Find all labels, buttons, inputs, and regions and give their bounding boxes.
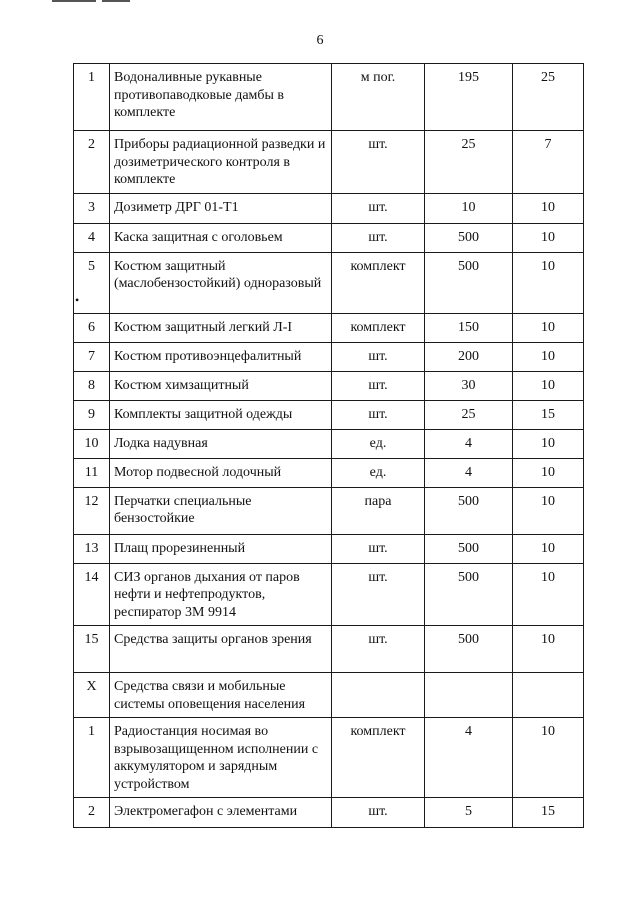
item-name-cell: Мотор подвесной лодочный xyxy=(110,458,332,487)
table-row xyxy=(74,131,584,194)
quantity-2-cell: 10 xyxy=(513,429,584,458)
table-row xyxy=(74,371,584,400)
item-name-cell: Дозиметр ДРГ 01-Т1 xyxy=(110,193,332,223)
row-number-cell: 2 xyxy=(74,798,110,828)
quantity-cell: 4 xyxy=(425,458,513,487)
row-number-cell: 3 xyxy=(74,193,110,223)
table-row xyxy=(74,487,584,534)
table-row xyxy=(74,534,584,563)
unit-cell: шт. xyxy=(332,131,425,194)
unit-cell: шт. xyxy=(332,400,425,429)
quantity-2-cell xyxy=(513,673,584,718)
row-number-cell: 14 xyxy=(74,563,110,626)
row-number-cell: 1 xyxy=(74,64,110,131)
quantity-2-cell: 15 xyxy=(513,798,584,828)
unit-cell: пара xyxy=(332,487,425,534)
quantity-cell: 5 xyxy=(425,798,513,828)
unit-cell: комплект xyxy=(332,718,425,798)
quantity-2-cell: 25 xyxy=(513,64,584,131)
item-name-cell: Костюм химзащитный xyxy=(110,371,332,400)
unit-cell: шт. xyxy=(332,798,425,828)
row-number-cell: 1 xyxy=(74,718,110,798)
quantity-cell: 195 xyxy=(425,64,513,131)
unit-cell: шт. xyxy=(332,563,425,626)
item-name-cell: Костюм защитный (маслобензостойкий) одноразовый xyxy=(110,252,332,313)
item-name-cell: Перчатки специальные бензостойкие xyxy=(110,487,332,534)
unit-cell xyxy=(332,673,425,718)
table-body xyxy=(74,64,584,828)
item-name-cell: Средства защиты органов зрения xyxy=(110,626,332,673)
item-name-cell: Плащ прорезиненный xyxy=(110,534,332,563)
unit-cell: комплект xyxy=(332,313,425,342)
row-number-cell: 2 xyxy=(74,131,110,194)
row-number-cell: 7 xyxy=(74,342,110,371)
row-number-cell: 5 xyxy=(74,252,110,313)
table-row xyxy=(74,798,584,828)
unit-cell: шт. xyxy=(332,534,425,563)
row-number-cell: 9 xyxy=(74,400,110,429)
quantity-cell: 500 xyxy=(425,252,513,313)
item-name-cell: Костюм защитный легкий Л-I xyxy=(110,313,332,342)
quantity-2-cell: 10 xyxy=(513,534,584,563)
item-name-cell: Водоналивные рукавные противопаводковые дамбы в комплекте xyxy=(110,64,332,131)
quantity-2-cell: 10 xyxy=(513,342,584,371)
row-number-cell: 10 xyxy=(74,429,110,458)
table-row xyxy=(74,458,584,487)
row-number-cell: 8 xyxy=(74,371,110,400)
table-row xyxy=(74,718,584,798)
stray-mark: • xyxy=(75,293,80,307)
item-name-cell: Костюм противоэнцефалитный xyxy=(110,342,332,371)
page-number: 6 xyxy=(316,33,324,48)
item-name-cell: Каска защитная с оголовьем xyxy=(110,223,332,252)
equipment-table xyxy=(73,63,584,828)
quantity-2-cell: 7 xyxy=(513,131,584,194)
row-number-cell: X xyxy=(74,673,110,718)
row-number-cell: 6 xyxy=(74,313,110,342)
quantity-2-cell: 10 xyxy=(513,371,584,400)
row-number-cell: 11 xyxy=(74,458,110,487)
row-number-cell: 13 xyxy=(74,534,110,563)
item-name-cell: Лодка надувная xyxy=(110,429,332,458)
item-name-cell: Средства связи и мобильные системы оповещения населения xyxy=(110,673,332,718)
quantity-cell: 150 xyxy=(425,313,513,342)
quantity-cell: 500 xyxy=(425,563,513,626)
quantity-2-cell: 10 xyxy=(513,718,584,798)
quantity-cell: 500 xyxy=(425,626,513,673)
table-row xyxy=(74,429,584,458)
unit-cell: комплект xyxy=(332,252,425,313)
quantity-2-cell: 10 xyxy=(513,458,584,487)
table-row xyxy=(74,673,584,718)
quantity-cell xyxy=(425,673,513,718)
table-row xyxy=(74,342,584,371)
unit-cell: м пог. xyxy=(332,64,425,131)
quantity-cell: 500 xyxy=(425,487,513,534)
item-name-cell: СИЗ органов дыхания от паров нефти и нефтепродуктов, респиратор 3М 9914 xyxy=(110,563,332,626)
row-number-cell: 12 xyxy=(74,487,110,534)
unit-cell: шт. xyxy=(332,342,425,371)
quantity-cell: 30 xyxy=(425,371,513,400)
item-name-cell: Приборы радиационной разведки и дозиметрического контроля в комплекте xyxy=(110,131,332,194)
unit-cell: шт. xyxy=(332,626,425,673)
quantity-2-cell: 15 xyxy=(513,400,584,429)
quantity-2-cell: 10 xyxy=(513,193,584,223)
unit-cell: шт. xyxy=(332,223,425,252)
table-row xyxy=(74,223,584,252)
quantity-cell: 4 xyxy=(425,718,513,798)
unit-cell: шт. xyxy=(332,371,425,400)
table-row xyxy=(74,193,584,223)
unit-cell: ед. xyxy=(332,458,425,487)
quantity-cell: 200 xyxy=(425,342,513,371)
table-row xyxy=(74,313,584,342)
quantity-2-cell: 10 xyxy=(513,626,584,673)
quantity-2-cell: 10 xyxy=(513,563,584,626)
top-edge-mark xyxy=(52,0,132,3)
quantity-cell: 10 xyxy=(425,193,513,223)
table-row xyxy=(74,400,584,429)
item-name-cell: Радиостанция носимая во взрывозащищенном исполнении с аккумулятором и зарядным устройством xyxy=(110,718,332,798)
table-row xyxy=(74,563,584,626)
quantity-cell: 500 xyxy=(425,223,513,252)
quantity-cell: 500 xyxy=(425,534,513,563)
table-row xyxy=(74,64,584,131)
quantity-cell: 25 xyxy=(425,131,513,194)
quantity-2-cell: 10 xyxy=(513,252,584,313)
item-name-cell: Электромегафон с элементами xyxy=(110,798,332,828)
unit-cell: ед. xyxy=(332,429,425,458)
quantity-cell: 25 xyxy=(425,400,513,429)
unit-cell: шт. xyxy=(332,193,425,223)
quantity-cell: 4 xyxy=(425,429,513,458)
quantity-2-cell: 10 xyxy=(513,487,584,534)
row-number-cell: 15 xyxy=(74,626,110,673)
table-row xyxy=(74,252,584,313)
item-name-cell: Комплекты защитной одежды xyxy=(110,400,332,429)
row-number-cell: 4 xyxy=(74,223,110,252)
table-row xyxy=(74,626,584,673)
quantity-2-cell: 10 xyxy=(513,223,584,252)
quantity-2-cell: 10 xyxy=(513,313,584,342)
